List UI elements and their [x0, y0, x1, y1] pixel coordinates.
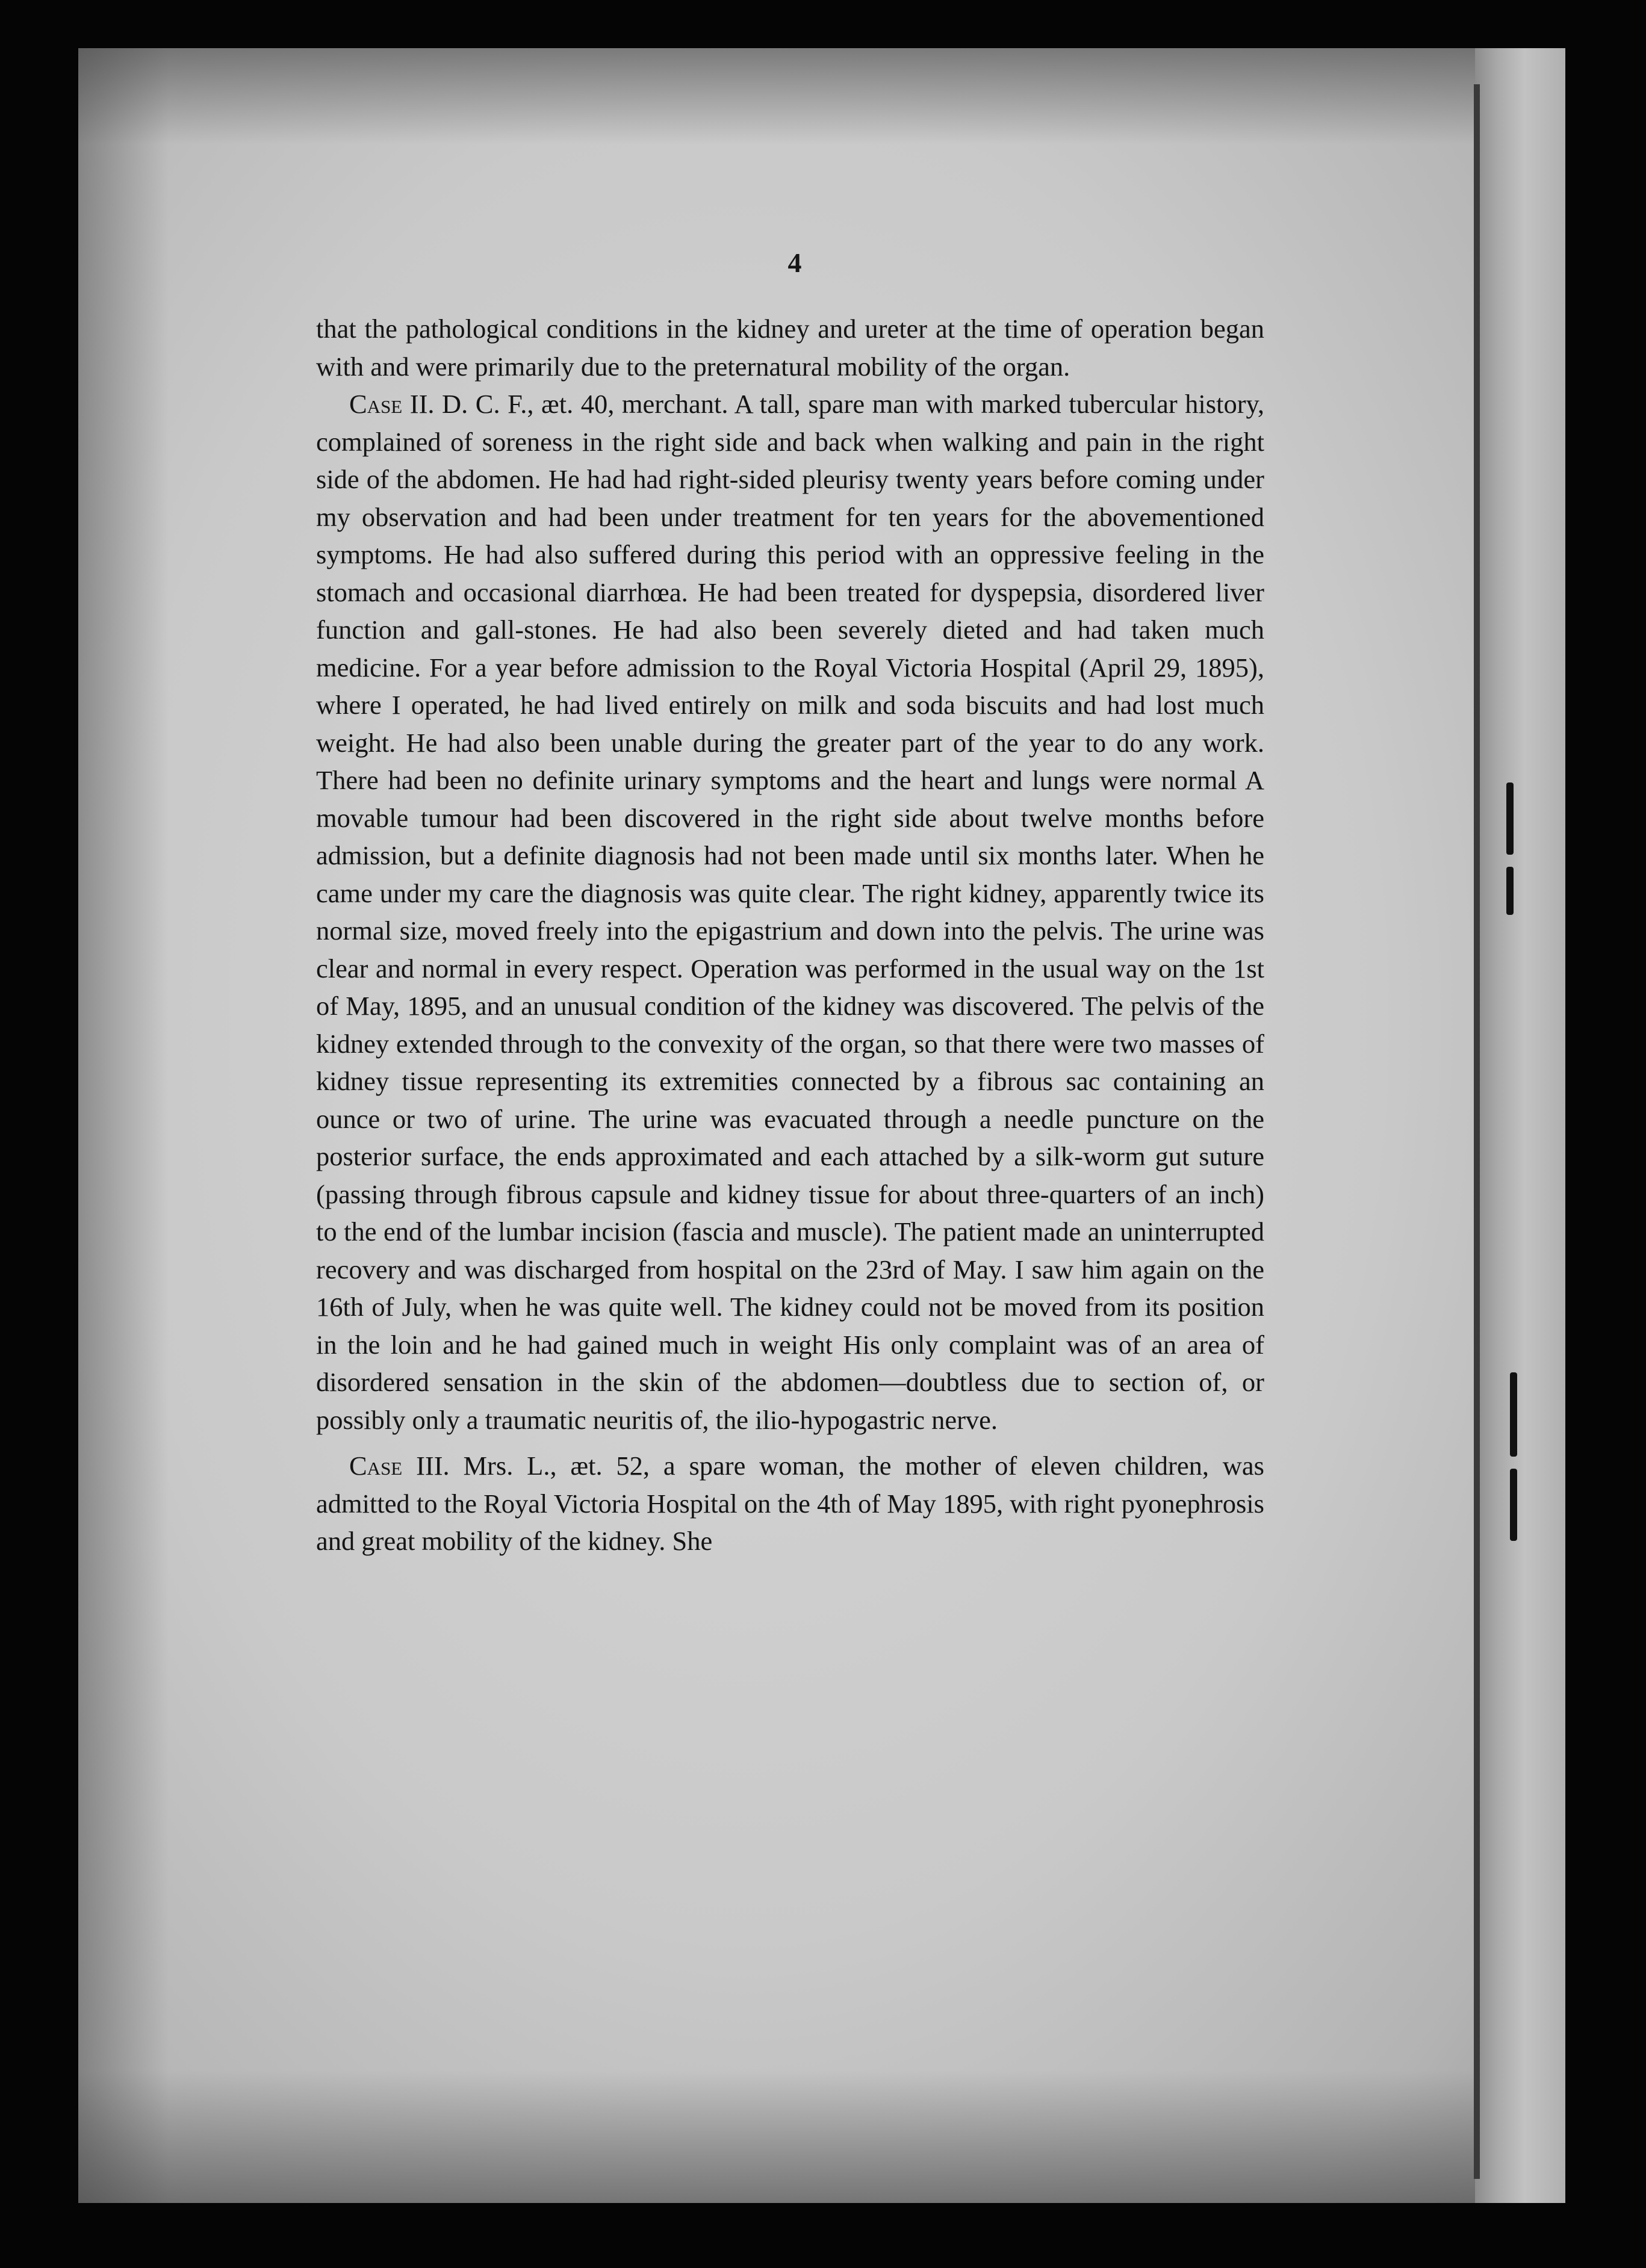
body-text	[316, 310, 1264, 1560]
clip-mark	[1506, 867, 1514, 915]
case-heading: Case III.	[349, 1451, 450, 1481]
paragraph-case-ii	[316, 385, 1264, 1439]
binding-edge	[1475, 48, 1565, 2203]
paragraph-text: Mrs. L., æt. 52, a spare woman, the mother of eleven children, was admitted to the Royal Victoria Hospital on the 4th of May 1895, with right pyonephrosis and great mobility of the kidney. She	[316, 1451, 1264, 1556]
paragraph	[316, 310, 1264, 385]
clip-mark	[1510, 1372, 1517, 1457]
paragraph-case-iii	[316, 1447, 1264, 1560]
scan-shadow-top	[78, 48, 1565, 144]
page-number: 4	[787, 247, 802, 278]
case-heading: Case II.	[349, 389, 435, 419]
paragraph-text: that the pathological conditions in the kidney and ureter at the time of operation began with and were primarily due to the preternatural mobility of the organ.	[316, 314, 1264, 382]
clip-mark	[1510, 1469, 1517, 1541]
scan-shadow-bottom	[78, 2071, 1565, 2203]
scan-shadow-left	[78, 48, 169, 2203]
paragraph-text: D. C. F., æt. 40, merchant. A tall, spare man with marked tubercular history, complained of soreness in the right side and back when walking and pain in the right side of the abdomen. He had had right-sided pleurisy twenty years before coming under my observation and had been under treatment for ten years for the abovementioned symptoms. He had also suffered during this period with an oppressive feeling in the stomach and occasional diarrhœa. He had been treated for dyspepsia, disordered liver function and gall-stones. He had also been severely dieted and had taken much medicine. For a year before admission to the Royal Victoria Hospital (April 29, 1895), where I operated, he had lived entirely on milk and soda biscuits and had lost much weight. He had also been unable during the greater part of the year to do any work. There had been no definite urinary symptoms and the heart and lungs were normal A movable tumour had been discovered in the right side about twelve months before admission, but a definite diagnosis had not been made until six months later. When he came under my care the diagnosis was quite clear. The right kidney, apparently twice its normal size, moved freely into the epigastrium and down into the pelvis. The urine was clear and normal in every respect. Operation was performed in the usual way on the 1st of May, 1895, and an unusual condition of the kidney was discovered. The pelvis of the kidney extended through to the convexity of the organ, so that there were two masses of kidney tissue representing its extremities connected by a fibrous sac containing an ounce or two of urine. The urine was evacuated through a needle puncture on the posterior surface, the ends approximated and each attached by a silk-worm gut suture (passing through fibrous capsule and kidney tissue for about three-quarters of an inch) to the end of the lumbar incision (fascia and muscle). The patient made an uninterrupted recovery and was discharged from hospital on the 23rd of May. I saw him again on the 16th of July, when he was quite well. The kidney could not be moved from its position in the loin and he had gained much in weight His only complaint was of an area of disordered sensation in the skin of the abdomen—doubtless due to section of, or possibly only a traumatic neuritis of, the ilio-hypogastric nerve.	[316, 389, 1264, 1435]
binding-fold-line	[1474, 84, 1480, 2179]
clip-mark	[1506, 782, 1514, 855]
